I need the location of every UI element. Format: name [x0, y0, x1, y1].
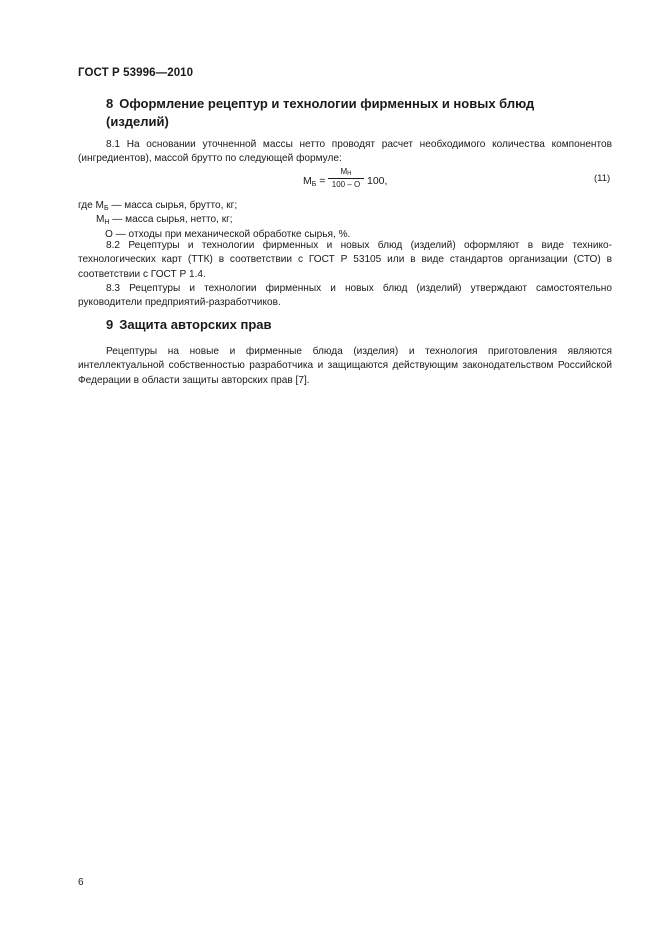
paragraph-8-3 — [78, 282, 612, 311]
section-9-title: Защита авторских прав — [119, 317, 272, 332]
definition-row: О — отходы при механической обработке сырья, %. — [105, 228, 351, 240]
paragraph-8-1 — [78, 138, 612, 167]
section-8-number: 8 — [106, 96, 114, 111]
formula-numerator: $М_Н$ — [340, 167, 352, 177]
formula-fraction — [328, 167, 364, 190]
mass-formula — [303, 167, 423, 195]
paragraph-8-3-text: 8.3 Рецептуры и технологии фирменных и новых блюд (изделий) утверждают самостоятельно руководители предприятий-разработчиков. — [78, 283, 612, 309]
formula-denominator: 100 – О — [331, 180, 361, 189]
page-number: 6 — [78, 877, 84, 888]
paragraph-8-2 — [78, 239, 612, 282]
formula-rhs: 100, — [367, 175, 388, 187]
section-8-title-line1: Оформление рецептур и технологии фирменных и новых блюд — [119, 96, 535, 111]
equation-number: (11) — [594, 173, 611, 184]
standard-header: ГОСТ Р 53996—2010 — [78, 67, 194, 79]
paragraph-9-text: Рецептуры на новые и фирменные блюда (изделия) и технология приготовления являются интеллектуальной собственностью разработчика и защищаются действующим законодательством Российской Федерации в области защиты авторских прав [7]. — [78, 346, 612, 386]
formula-lhs: $М_Б$ = — [303, 175, 326, 188]
definition-row: $М_Н$ — масса сырья, нетто, кг; — [96, 214, 233, 227]
section-8-title-line2: (изделий) — [106, 114, 169, 129]
paragraph-8-2-text: 8.2 Рецептуры и технологии фирменных и новых блюд (изделий) оформляют в виде технико-технологических карт (ТТК) в соответствии с ГОСТ Р 53105 или в виде стандартов организации (СТО) в соответствии с ГОСТ Р 1.4. — [78, 240, 612, 280]
definition-row: где $М_Б$ — масса сырья, брутто, кг; — [78, 200, 238, 212]
formula-definitions — [78, 199, 350, 242]
paragraph-9 — [78, 345, 612, 388]
section-8-heading — [106, 95, 534, 131]
section-9-number: 9 — [106, 317, 114, 332]
section-9-heading — [106, 316, 272, 334]
paragraph-8-1-text: 8.1 На основании уточненной массы нетто проводят расчет необходимого количества компонентов (ингредиентов), массой брутто по следующей формуле: — [78, 139, 612, 165]
